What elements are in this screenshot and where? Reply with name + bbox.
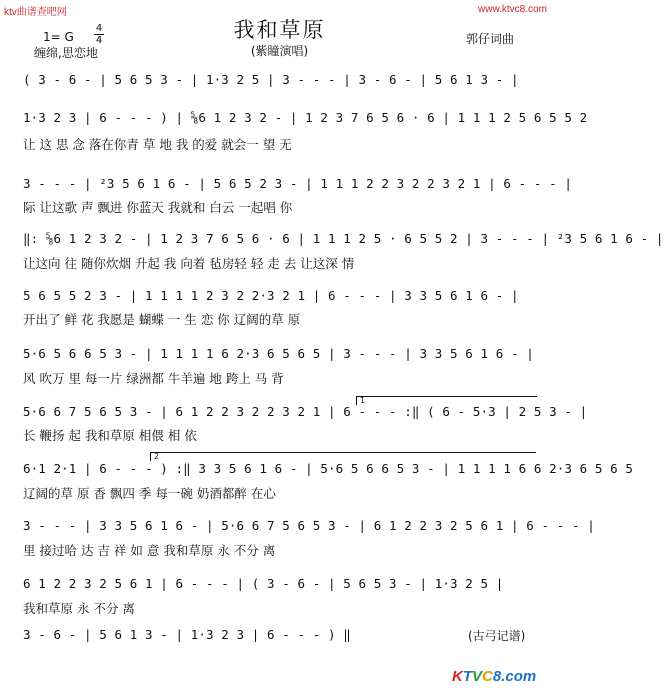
score-line-1: ( 3 - 6 - | 5 6 5 3 - | 1·3 2 5 | 3 - - - | 3 - 6 - | 5 6 1 3 - |	[23, 72, 519, 87]
volta-number-2: 2	[154, 452, 160, 461]
lyricist-credit: 郭仔词曲	[466, 32, 515, 46]
score-line-11: 3 - 6 - | 5 6 1 3 - | 1·3 2 3 | 6 - - - ) ‖	[23, 627, 351, 642]
watermark-top-right: www.ktvc8.com	[478, 4, 547, 15]
score-line-2: 1·3 2 3 | 6 - - - ) | ⅝6 1 2 3 2 - | 1 2 3 7 6 5 6 · 6 | 1 1 1 2 5 6 5 5 2	[23, 110, 588, 125]
logo-letter-c: C	[482, 668, 493, 685]
volta-number-1: 1	[360, 396, 366, 405]
lyric-line-4: 让这向 往 随你炊烟 升起 我 向着 毡房轻 轻 走 去 让这深 情	[23, 256, 355, 271]
score-line-8: 6·1 2·1 | 6 - - - ) :‖ 3 3 5 6 1 6 - | 5·6 5 6 6 5 3 - | 1 1 1 1 6 6 2·3 6 5 6 5	[23, 461, 634, 476]
lyric-line-7: 长 鞭扬 起 我和草原 相偎 相 依	[23, 428, 197, 443]
score-line-6: 5·6 5 6 6 5 3 - | 1 1 1 1 6 2·3 6 5 6 5 | 3 - - - | 3 3 5 6 1 6 - |	[23, 346, 534, 361]
lyric-line-8: 辽阔的草 原 香 飘四 季 每一碗 奶酒都醉 在心	[23, 486, 276, 501]
key-signature: 1= G	[43, 30, 74, 44]
lyric-line-9: 里 接过哈 达 吉 祥 如 意 我和草原 永 不分 离	[23, 543, 276, 558]
song-title: 我和草原	[233, 18, 326, 42]
lyric-line-10: 我和草原 永 不分 离	[23, 601, 135, 616]
logo-letter-k: K	[452, 668, 463, 685]
score-line-5: 5 6 5 5 2 3 - | 1 1 1 1 2 3 2 2·3 2 1 | 6 - - - | 3 3 5 6 1 6 - |	[23, 288, 519, 303]
lyric-line-6: 风 吹万 里 每一片 绿洲都 牛羊遍 地 跨上 马 背	[23, 371, 284, 386]
singer-credit: (紫瞳演唱)	[250, 44, 309, 58]
logo-domain: 8.com	[492, 668, 537, 685]
time-signature-bottom: 4	[95, 35, 103, 46]
time-signature-top: 4	[95, 23, 103, 34]
lyric-line-3: 际 让这歌 声 飘进 你蓝天 我就和 白云 一起唱 你	[23, 200, 293, 215]
logo-letter-v: V	[472, 668, 483, 685]
logo-letter-t: T	[462, 668, 473, 685]
lyric-line-2: 让 这 思 念 落在你青 草 地 我 的爱 就会一 望 无	[23, 137, 292, 152]
watermark-top-left: ktv曲谱查吧网	[4, 7, 67, 18]
time-signature	[94, 24, 104, 45]
score-line-10: 6 1 2 2 3 2 5 6 1 | 6 - - - | ( 3 - 6 - | 5 6 5 3 - | 1·3 2 5 |	[23, 576, 504, 591]
volta-bracket-2	[150, 452, 536, 461]
performance-style: 缠绵,思恋地	[34, 46, 98, 60]
watermark-bottom-logo	[452, 668, 536, 685]
score-line-9: 3 - - - | 3 3 5 6 1 6 - | 5·6 6 7 5 6 5 3 - | 6 1 2 2 3 2 5 6 1 | 6 - - - |	[23, 518, 595, 533]
lyric-line-5: 开出了 鲜 花 我愿是 蝴蝶 一 生 恋 你 辽阔的草 原	[23, 312, 301, 327]
transcriber-credit: (古弓记谱)	[468, 629, 526, 643]
score-line-4: ‖: ⅝6 1 2 3 2 - | 1 2 3 7 6 5 6 · 6 | 1 1 1 2 5 · 6 5 5 2 | 3 - - - | ²3 5 6 1 6 - |	[23, 231, 664, 246]
score-line-7: 5·6 6 7 5 6 5 3 - | 6 1 2 2 3 2 2 3 2 1 | 6 - - - :‖ ( 6 - 5·3 | 2 5 3 - |	[23, 404, 588, 419]
score-line-3: 3 - - - | ²3 5 6 1 6 - | 5 6 5 2 3 - | 1 1 1 2 2 3 2 2 3 2 1 | 6 - - - |	[23, 176, 573, 191]
